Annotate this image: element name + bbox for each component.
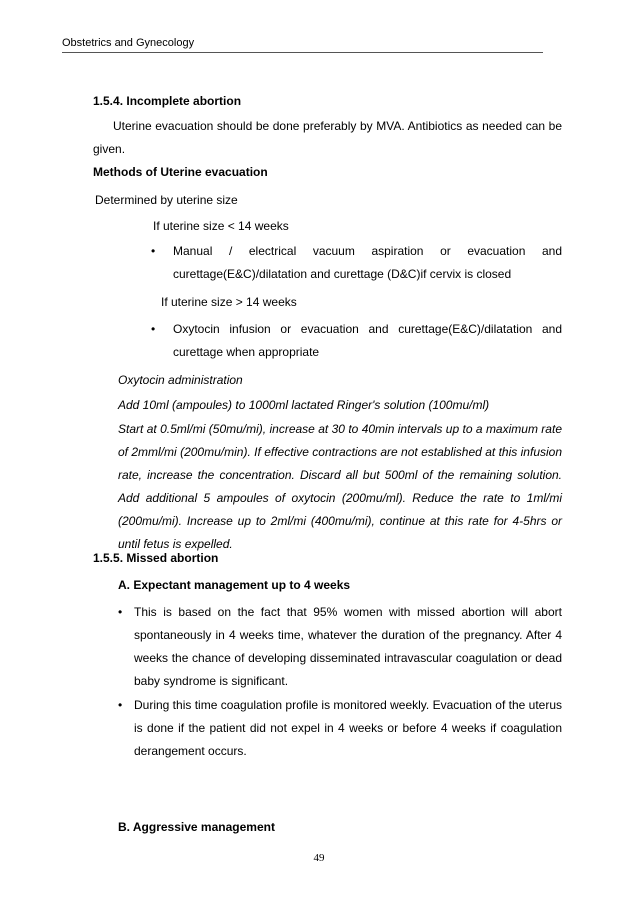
oxytocin-heading: Oxytocin administration (118, 373, 243, 387)
section-heading-missed-abortion: 1.5.5. Missed abortion (93, 551, 219, 565)
running-header: Obstetrics and Gynecology (62, 37, 543, 53)
methods-heading: Methods of Uterine evacuation (93, 165, 268, 179)
condition-under-14-weeks: If uterine size < 14 weeks (153, 219, 289, 233)
expectant-bullet-rationale: This is based on the fact that 95% women with missed abortion will abort spontaneously in 4 weeks time, whatever the duration of the pregnancy. After 4 weeks the chance of developing disseminated intravascular coagulation or dead baby syndrome is significant. (134, 605, 562, 688)
incomplete-abortion-paragraph: Uterine evacuation should be done preferably by MVA. Antibiotics as needed can be given. (93, 119, 562, 156)
bullet-mark: • (151, 322, 156, 336)
oxytocin-dosing-paragraph: Start at 0.5ml/mi (50mu/mi), increase at 30 to 40min intervals up to a maximum rate of 2mml/mi (200mu/min). If effective contractions are not established at this infusion rate, increase the concentration. Discard all but 500ml of the remaining solution. Add additional 5 ampoules of oxytocin (200mu/ml). Reduce the rate to 1ml/mi (200mu/mi). Increase up to 2ml/mi (400mu/mi), continue at this rate for 4-5hrs or until fetus is expelled. (118, 422, 562, 551)
bullet-mark: • (118, 698, 123, 712)
page-number: 49 (313, 852, 325, 864)
condition-over-14-weeks: If uterine size > 14 weeks (161, 295, 297, 309)
method-bullet-oxytocin-infusion: Oxytocin infusion or evacuation and curettage(E&C)/dilatation and curettage when appropriate (173, 322, 562, 359)
method-bullet-vacuum-aspiration: Manual / electrical vacuum aspiration or evacuation and curettage(E&C)/dilatation and curettage (D&C)if cervix is closed (173, 244, 562, 281)
bullet-mark: • (118, 605, 123, 619)
oxytocin-dilution: Add 10ml (ampoules) to 1000ml lactated Ringer's solution (100mu/ml) (118, 398, 490, 412)
determined-by-size: Determined by uterine size (95, 193, 238, 207)
bullet-mark: • (151, 244, 156, 258)
expectant-bullet-monitoring: During this time coagulation profile is monitored weekly. Evacuation of the uterus is done if the patient did not expel in 4 weeks or before 4 weeks if coagulation derangement occurs. (134, 698, 562, 758)
section-heading-incomplete-abortion: 1.5.4. Incomplete abortion (93, 94, 242, 108)
subheading-expectant-management: A. Expectant management up to 4 weeks (118, 578, 351, 592)
subheading-aggressive-management: B. Aggressive management (118, 820, 275, 834)
